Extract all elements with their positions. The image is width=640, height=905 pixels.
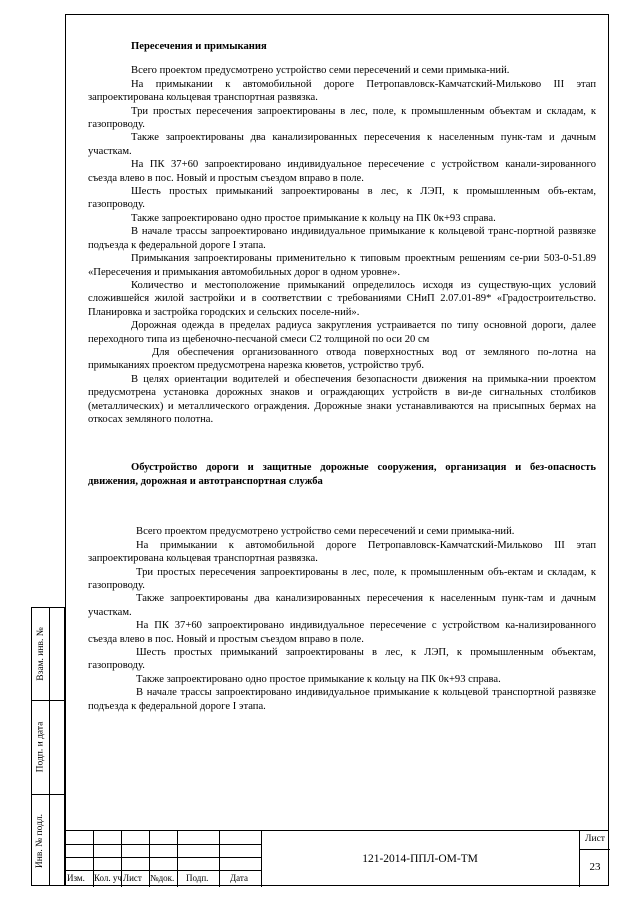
- paragraph: Всего проектом предусмотрено устройство семи пересечений и семи примыка-ний.: [131, 65, 510, 77]
- paragraph: Примыкания запроектированы применительно к типовым проектным решениям се-рии 503-0-51.89 «Пересечения и примыкания автомобильных дорог в одном уровне».: [88, 253, 596, 278]
- document-body: [88, 40, 596, 713]
- paragraph: Также запроектированы два канализированных пересечения к населенным пунк-там и дачным участкам.: [88, 593, 596, 618]
- paragraph: Всего проектом предусмотрено устройство семи пересечений и семи примыка-ний.: [136, 526, 515, 538]
- side-label-sign-date: Подп. и дата: [35, 721, 46, 773]
- paragraph: Также запроектированы два канализированных пересечения к населенным пунк-там и дачным участкам.: [88, 132, 596, 157]
- col-podp: Подп.: [186, 873, 209, 883]
- paragraph: Дорожная одежда в пределах радиуса закругления устраивается по типу основной дороги, далее переходного типа из щебеночно-песчаной смеси С2 толщиной по оси 20 см: [88, 320, 596, 345]
- section2-heading: Обустройство дороги и защитные дорожные сооружения, организация и без-опасность движения, дорожная и автотранспортная служба: [88, 462, 596, 488]
- side-stamp: [31, 607, 65, 886]
- sheet-label: Лист: [585, 834, 605, 844]
- paragraph: В начале трассы запроектировано индивидуальное примыкание к кольцевой транс-портной развязке подъезда к федеральной дороге I этапа.: [88, 226, 596, 251]
- paragraph: Шесть простых примыканий запроектированы в лес, к ЛЭП, к промышленным объ-ектам, газопроводу.: [88, 186, 596, 211]
- paragraph: Для обеспечения организованного отвода поверхностных вод от земляного по-лотна на примыканиях проектом предусмотрена нарезка кюветов, устройство труб.: [88, 346, 596, 372]
- section1-heading: Пересечения и примыкания: [131, 41, 267, 52]
- paragraph: Три простых пересечения запроектированы в лес, поле, к промышленным объектам и складам, к газопроводу.: [88, 105, 596, 131]
- col-izm: Изм.: [67, 873, 85, 883]
- paragraph: На примыкании к автомобильной дороге Петропавловск-Камчатский-Мильково III этап запроектирована кольцевая транспортная развязка.: [88, 539, 596, 565]
- col-ndok: №док.: [150, 873, 175, 883]
- sheet-number: 23: [589, 861, 601, 873]
- paragraph: Также запроектировано одно простое примыкание к кольцу на ПК 0к+93 справа.: [131, 212, 496, 224]
- document-code: 121-2014-ППЛ-ОМ-ТМ: [362, 853, 478, 865]
- paragraph: В целях ориентации водителей и обеспечения безопасности движения на примыка-нии проектом предусмотрена установка дорожных знаков и ограждающих устройств в ви-де сигнальных столбиков (металлических) и металлического ограждения. Дорожные знаки устанавливаются на присыпных бермах на откосах земляного полотна.: [88, 373, 596, 425]
- sheet-box: [579, 831, 610, 887]
- col-kol-uch: Кол. уч: [94, 873, 122, 883]
- paragraph: На ПК 37+60 запроектировано индивидуальное пересечение с устройством канали-зированного съезда влево в пос. Новый и простым съездом вправо в поле.: [88, 159, 596, 184]
- paragraph: В начале трассы запроектировано индивидуальное примыкание к кольцевой транспортной развязке подъезда к федеральной дороге I этапа.: [88, 687, 596, 712]
- paragraph: Три простых пересечения запроектированы в лес, поле, к промышленным объ-ектам и складам, к газопроводу.: [88, 566, 596, 591]
- side-label-inv-orig: Инв. № подл.: [35, 813, 46, 868]
- section2-body: [88, 525, 596, 713]
- paragraph: Шесть простых примыканий запроектированы в лес, к ЛЭП, к промышленным объектам, газопроводу.: [88, 647, 596, 672]
- paragraph: На ПК 37+60 запроектировано индивидуальное пересечение с устройством ка-нализированного съезда влево в пос. Новый и простым съездом вправо в поле.: [88, 620, 596, 645]
- title-block: [65, 830, 609, 887]
- col-data: Дата: [230, 873, 248, 883]
- paragraph: Также запроектировано одно простое примыкание к кольцу на ПК 0к+93 справа.: [136, 673, 501, 685]
- side-label-vzam: Взам. инв. №: [35, 627, 46, 681]
- paragraph: На примыкании к автомобильной дороге Петропавловск-Камчатский-Мильково III этап запроектирована кольцевая транспортная развязка.: [88, 78, 596, 104]
- paragraph: Количество и местоположение примыканий определилось исходя из существую-щих условий сложившейся жилой застройки и в соответствии с требованиями СНиП 2.07.01-89* «Градостроительство. Планировка и застройка городских и сельских поселе-ний».: [88, 279, 596, 318]
- col-list: Лист: [123, 873, 142, 883]
